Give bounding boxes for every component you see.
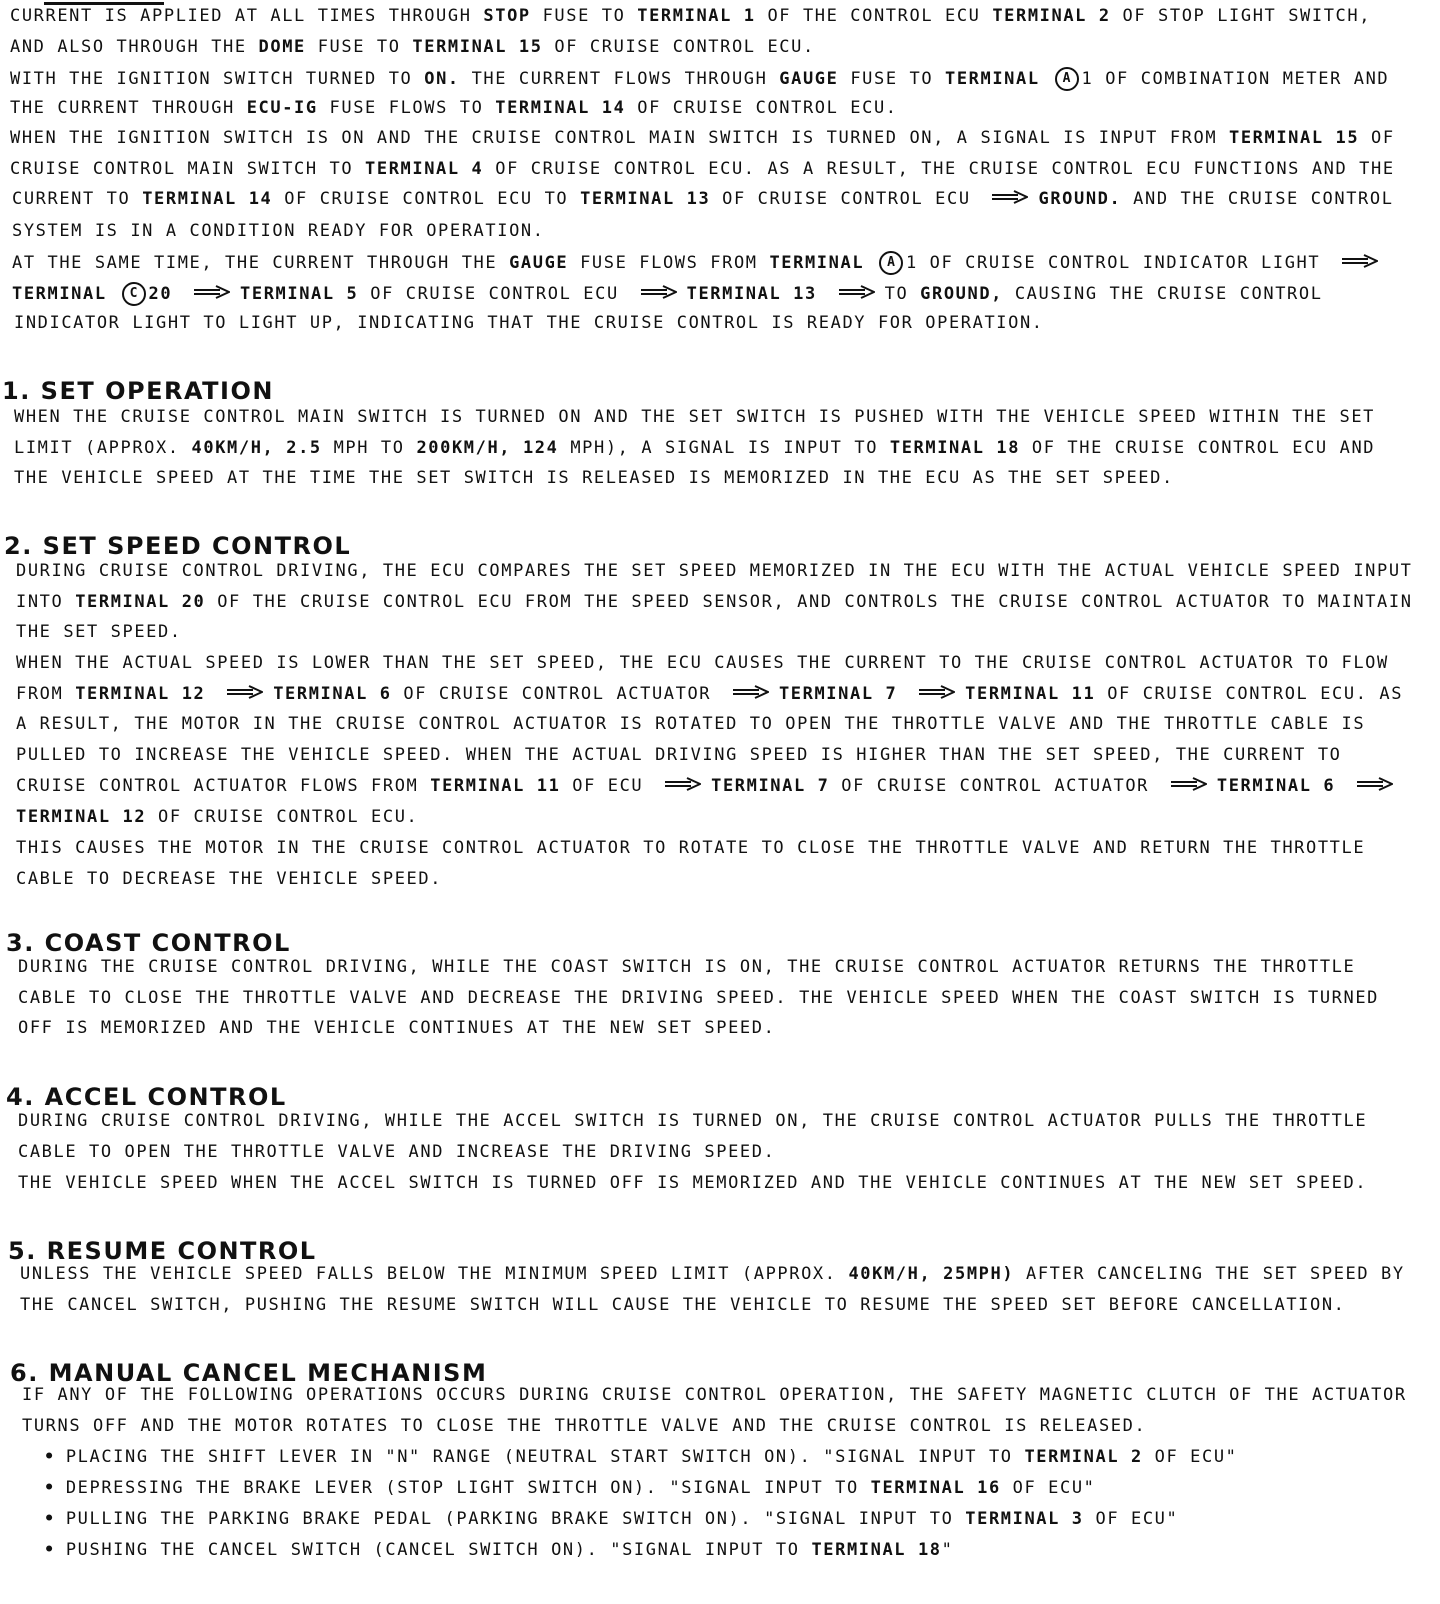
text-line — [16, 592, 1413, 612]
emphasis-text: 2.5 — [286, 438, 322, 458]
text-line — [10, 98, 898, 118]
emphasis-text: TERMINAL 5 — [240, 284, 359, 304]
text-run: SYSTEM IS IN A CONDITION READY FOR OPERATION. — [12, 221, 545, 241]
section-heading-set-speed-control: 2. SET SPEED CONTROL — [4, 532, 352, 560]
text-line — [12, 221, 545, 241]
text-run — [897, 684, 909, 704]
text-run — [931, 1264, 943, 1284]
text-run — [1335, 776, 1347, 796]
text-run: THE VEHICLE SPEED AT THE TIME THE SET SWITCH IS RELEASED IS MEMORIZED IN THE ECU AS THE SET SPEED. — [14, 468, 1174, 488]
section-heading-accel-control: 4. ACCEL CONTROL — [6, 1083, 287, 1111]
emphasis-text: TERMINAL 18 — [811, 1540, 942, 1560]
text-run: LIMIT (APPROX. — [14, 438, 192, 458]
text-run: 1 OF CRUISE CONTROL INDICATOR LIGHT — [906, 253, 1333, 273]
arrow-right-icon — [733, 684, 769, 704]
text-run: INDICATOR LIGHT TO LIGHT UP, INDICATING THAT THE CRUISE CONTROL IS READY FOR OPERATION. — [14, 313, 1044, 333]
text-line — [16, 745, 1342, 765]
text-run — [817, 284, 829, 304]
text-run: OF CRUISE CONTROL ECU. — [146, 807, 419, 827]
text-run: CABLE TO DECREASE THE VEHICLE SPEED. — [16, 869, 443, 889]
text-line — [14, 407, 1375, 427]
text-line — [16, 807, 418, 827]
text-line — [10, 37, 815, 57]
arrow-right-icon — [1357, 776, 1393, 796]
text-run: CAUSING THE CRUISE CONTROL — [1003, 284, 1323, 304]
text-run: THE SET SPEED. — [16, 622, 182, 642]
connector-circle-label: A — [879, 251, 903, 275]
text-run: OF STOP LIGHT SWITCH, — [1110, 6, 1372, 26]
text-line — [14, 468, 1174, 488]
text-run: MPH), A SIGNAL IS INPUT TO — [558, 438, 890, 458]
text-line — [16, 714, 1365, 734]
text-line — [16, 869, 442, 889]
text-line — [18, 1173, 1367, 1193]
text-line — [44, 1540, 953, 1560]
text-line — [20, 1295, 1346, 1315]
text-line — [22, 1416, 1146, 1436]
emphasis-text: TERMINAL 12 — [75, 684, 206, 704]
emphasis-text: TERMINAL — [769, 253, 865, 273]
emphasis-text: TERMINAL 1 — [637, 6, 756, 26]
emphasis-text: TERMINAL 11 — [430, 776, 561, 796]
text-run: AT THE SAME TIME, THE CURRENT THROUGH THE — [12, 253, 510, 273]
top-rule-fragment — [44, 0, 164, 5]
text-run: MPH TO — [321, 438, 417, 458]
emphasis-text: TERMINAL 2 — [992, 6, 1111, 26]
emphasis-text: 25MPH) — [943, 1264, 1015, 1284]
text-run: AND THE CRUISE CONTROL — [1121, 189, 1394, 209]
emphasis-text: TERMINAL 20 — [75, 592, 206, 612]
text-line — [10, 128, 1395, 148]
emphasis-text: GROUND. — [1038, 189, 1122, 209]
text-run — [1040, 69, 1052, 89]
text-line — [16, 838, 1365, 858]
connector-circle-label: C — [122, 282, 146, 306]
text-run: WITH THE IGNITION SWITCH TURNED TO — [10, 69, 425, 89]
emphasis-text: TERMINAL 15 — [1229, 128, 1360, 148]
text-line — [18, 1018, 775, 1038]
bullet-icon: • — [44, 1447, 56, 1467]
text-run: FUSE FLOWS FROM — [568, 253, 770, 273]
text-run: CABLE TO OPEN THE THROTTLE VALVE AND INCREASE THE DRIVING SPEED. — [18, 1142, 776, 1162]
text-run: DURING CRUISE CONTROL DRIVING, THE ECU COMPARES THE SET SPEED MEMORIZED IN THE ECU WITH THE ACTUAL VEHICLE SPEED INPUT — [16, 561, 1413, 581]
arrow-right-icon — [919, 684, 955, 704]
emphasis-text: TERMINAL 14 — [142, 189, 273, 209]
text-run: THE CURRENT FLOWS THROUGH — [459, 69, 780, 89]
text-run: FUSE TO — [838, 69, 945, 89]
text-line — [16, 561, 1413, 581]
text-run: WHEN THE CRUISE CONTROL MAIN SWITCH IS TURNED ON AND THE SET SWITCH IS PUSHED WITH THE VEHICLE SPEED WITHIN THE SET — [14, 407, 1376, 427]
text-line — [18, 1111, 1367, 1131]
emphasis-text: GAUGE — [779, 69, 839, 89]
text-run — [511, 438, 523, 458]
emphasis-text: TERMINAL 6 — [273, 684, 392, 704]
arrow-right-icon — [992, 189, 1028, 209]
text-run: CURRENT IS APPLIED AT ALL TIMES THROUGH — [10, 6, 484, 26]
text-run: OF THE CONTROL ECU — [755, 6, 993, 26]
arrow-right-icon — [194, 284, 230, 304]
text-run: DEPRESSING THE BRAKE LEVER (STOP LIGHT SWITCH ON). "SIGNAL INPUT TO — [65, 1478, 871, 1498]
text-run: OFF IS MEMORIZED AND THE VEHICLE CONTINUES AT THE NEW SET SPEED. — [18, 1018, 776, 1038]
text-run: OF CRUISE CONTROL ECU. AS — [1095, 684, 1404, 704]
text-line — [16, 776, 1403, 796]
text-run: CRUISE CONTROL ACTUATOR FLOWS FROM — [16, 776, 431, 796]
emphasis-text: GAUGE — [509, 253, 569, 273]
text-run: AND ALSO THROUGH THE — [10, 37, 259, 57]
text-line — [18, 988, 1379, 1008]
text-line — [10, 159, 1395, 179]
text-run: DURING THE CRUISE CONTROL DRIVING, WHILE THE COAST SWITCH IS ON, THE CRUISE CONTROL ACTUATOR RETURNS THE THROTTLE — [18, 957, 1356, 977]
section-heading-coast-control: 3. COAST CONTROL — [6, 929, 291, 957]
text-line — [16, 684, 1403, 704]
arrow-right-icon — [1342, 253, 1378, 273]
emphasis-text: TERMINAL 13 — [686, 284, 817, 304]
text-line — [16, 653, 1389, 673]
text-run: TO — [884, 284, 921, 304]
emphasis-text: TERMINAL 16 — [870, 1478, 1001, 1498]
emphasis-text: 20 — [148, 284, 173, 304]
text-run: UNLESS THE VEHICLE SPEED FALLS BELOW THE MINIMUM SPEED LIMIT (APPROX. — [20, 1264, 849, 1284]
text-run: DURING CRUISE CONTROL DRIVING, WHILE THE ACCEL SWITCH IS TURNED ON, THE CRUISE CONTROL ACTUATOR PULLS THE THROTTLE — [18, 1111, 1368, 1131]
text-run — [107, 284, 119, 304]
text-line — [12, 282, 1323, 306]
text-run — [274, 438, 286, 458]
text-run: PUSHING THE CANCEL SWITCH (CANCEL SWITCH ON). "SIGNAL INPUT TO — [65, 1540, 812, 1560]
text-run: PLACING THE SHIFT LEVER IN "N" RANGE (NEUTRAL START SWITCH ON). "SIGNAL INPUT TO — [65, 1447, 1025, 1467]
connector-circle-label: A — [1055, 67, 1079, 91]
arrow-right-icon — [665, 776, 701, 796]
text-line — [18, 1142, 775, 1162]
text-line — [14, 438, 1375, 458]
text-run: OF ECU — [560, 776, 656, 796]
text-run: INTO — [16, 592, 76, 612]
text-line — [12, 251, 1388, 275]
section-heading-manual-cancel: 6. MANUAL CANCEL MECHANISM — [10, 1359, 488, 1387]
emphasis-text: 124 — [522, 438, 559, 458]
text-line — [10, 6, 1371, 26]
text-run: OF CRUISE CONTROL ECU. — [625, 98, 898, 118]
text-run: PULLING THE PARKING BRAKE PEDAL (PARKING BRAKE SWITCH ON). "SIGNAL INPUT TO — [65, 1509, 966, 1529]
text-run: THE VEHICLE SPEED WHEN THE ACCEL SWITCH IS TURNED OFF IS MEMORIZED AND THE VEHICLE CONTINUES AT THE NEW SET SPEED. — [18, 1173, 1368, 1193]
text-run: OF CRUISE CONTROL ECU TO — [272, 189, 581, 209]
text-line — [44, 1509, 1178, 1529]
text-run: OF CRUISE CONTROL ECU — [710, 189, 983, 209]
emphasis-text: 200KM/H, — [416, 438, 512, 458]
emphasis-text: 40KM/H, — [191, 438, 275, 458]
emphasis-text: TERMINAL 14 — [495, 98, 626, 118]
emphasis-text: STOP — [483, 6, 531, 26]
section-heading-resume-control: 5. RESUME CONTROL — [8, 1237, 317, 1265]
text-run: FUSE TO — [530, 6, 638, 26]
emphasis-text: TERMINAL — [945, 69, 1040, 89]
text-run: FUSE TO — [305, 37, 413, 57]
emphasis-text: TERMINAL 6 — [1216, 776, 1336, 796]
text-run: CRUISE CONTROL MAIN SWITCH TO — [10, 159, 366, 179]
text-run: OF CRUISE CONTROL ECU. — [542, 37, 815, 57]
emphasis-text: TERMINAL 7 — [711, 776, 830, 796]
section-heading-set-operation: 1. SET OPERATION — [2, 377, 274, 405]
bullet-icon: • — [44, 1509, 56, 1529]
text-line — [10, 67, 1389, 91]
text-run: WHEN THE ACTUAL SPEED IS LOWER THAN THE SET SPEED, THE ECU CAUSES THE CURRENT TO THE CRUISE CONTROL ACTUATOR TO FLOW — [16, 653, 1389, 673]
emphasis-text: TERMINAL — [12, 284, 107, 304]
text-run: OF CRUISE CONTROL ECU. AS A RESULT, THE CRUISE CONTROL ECU FUNCTIONS AND THE — [483, 159, 1395, 179]
bullet-icon: • — [44, 1540, 56, 1560]
emphasis-text: TERMINAL 15 — [412, 37, 543, 57]
text-run: FUSE FLOWS TO — [317, 98, 496, 118]
text-run: WHEN THE IGNITION SWITCH IS ON AND THE CRUISE CONTROL MAIN SWITCH IS TURNED ON, A SIGNAL IS INPUT FROM — [10, 128, 1229, 148]
text-line — [14, 313, 1044, 333]
text-run: " — [941, 1540, 954, 1560]
emphasis-text: TERMINAL 12 — [16, 807, 147, 827]
emphasis-text: TERMINAL 18 — [889, 438, 1021, 458]
text-line — [22, 1385, 1407, 1405]
emphasis-text: ON. — [424, 69, 460, 89]
text-run: AFTER CANCELING THE SET SPEED BY — [1014, 1264, 1405, 1284]
text-run: OF THE CRUISE CONTROL ECU FROM THE SPEED SENSOR, AND CONTROLS THE CRUISE CONTROL ACTUATOR TO MAINTAIN — [205, 592, 1413, 612]
text-run: THE CURRENT THROUGH — [10, 98, 247, 118]
text-line — [44, 1447, 1238, 1467]
text-line — [12, 189, 1394, 209]
emphasis-text: ECU-IG — [246, 98, 318, 118]
arrow-right-icon — [839, 284, 875, 304]
text-line — [20, 1264, 1405, 1284]
emphasis-text: TERMINAL 3 — [965, 1509, 1084, 1529]
text-run: FROM — [16, 684, 76, 704]
text-run: OF THE CRUISE CONTROL ECU AND — [1020, 438, 1376, 458]
text-run: IF ANY OF THE FOLLOWING OPERATIONS OCCURS DURING CRUISE CONTROL OPERATION, THE SAFETY MAGNETIC CLUTCH OF THE ACTUATOR — [22, 1385, 1407, 1405]
text-run: TURNS OFF AND THE MOTOR ROTATES TO CLOSE THE THROTTLE VALVE AND THE CRUISE CONTROL IS RELEASED. — [22, 1416, 1147, 1436]
emphasis-text: TERMINAL 11 — [965, 684, 1096, 704]
text-run — [172, 284, 184, 304]
text-line — [18, 957, 1355, 977]
emphasis-text: GROUND, — [920, 284, 1004, 304]
bullet-icon: • — [44, 1478, 56, 1498]
text-run: THIS CAUSES THE MOTOR IN THE CRUISE CONTROL ACTUATOR TO ROTATE TO CLOSE THE THROTTLE VALVE AND RETURN THE THROTTLE — [16, 838, 1366, 858]
text-run: A RESULT, THE MOTOR IN THE CRUISE CONTROL ACTUATOR IS ROTATED TO OPEN THE THROTTLE VALVE AND THE THROTTLE CABLE IS — [16, 714, 1366, 734]
text-run: PULLED TO INCREASE THE VEHICLE SPEED. WHEN THE ACTUAL DRIVING SPEED IS HIGHER THAN THE SET SPEED, THE CURRENT TO — [16, 745, 1342, 765]
text-run: OF ECU" — [1142, 1447, 1238, 1467]
emphasis-text: TERMINAL 4 — [365, 159, 484, 179]
text-run: THE CANCEL SWITCH, PUSHING THE RESUME SWITCH WILL CAUSE THE VEHICLE TO RESUME THE SPEED SET BEFORE CANCELLATION. — [20, 1295, 1346, 1315]
arrow-right-icon — [1171, 776, 1207, 796]
text-run: CABLE TO CLOSE THE THROTTLE VALVE AND DECREASE THE DRIVING SPEED. THE VEHICLE SPEED WHEN THE COAST SWITCH IS TURNED — [18, 988, 1380, 1008]
arrow-right-icon — [641, 284, 677, 304]
text-run: OF ECU" — [1083, 1509, 1179, 1529]
text-run — [864, 253, 876, 273]
text-line — [16, 622, 182, 642]
arrow-right-icon — [227, 684, 263, 704]
text-run: OF ECU" — [1000, 1478, 1096, 1498]
emphasis-text: 40KM/H, — [848, 1264, 932, 1284]
emphasis-text: TERMINAL 2 — [1024, 1447, 1143, 1467]
text-run: CURRENT TO — [12, 189, 143, 209]
text-run: OF CRUISE CONTROL ECU — [358, 284, 631, 304]
text-run: 1 OF COMBINATION METER AND — [1081, 69, 1390, 89]
emphasis-text: TERMINAL 13 — [580, 189, 711, 209]
text-run: OF CRUISE CONTROL ACTUATOR — [391, 684, 723, 704]
emphasis-text: TERMINAL 7 — [778, 684, 898, 704]
text-run — [205, 684, 217, 704]
emphasis-text: DOME — [258, 37, 306, 57]
text-run: OF CRUISE CONTROL ACTUATOR — [829, 776, 1161, 796]
text-line — [44, 1478, 1096, 1498]
text-run: OF — [1359, 128, 1395, 148]
